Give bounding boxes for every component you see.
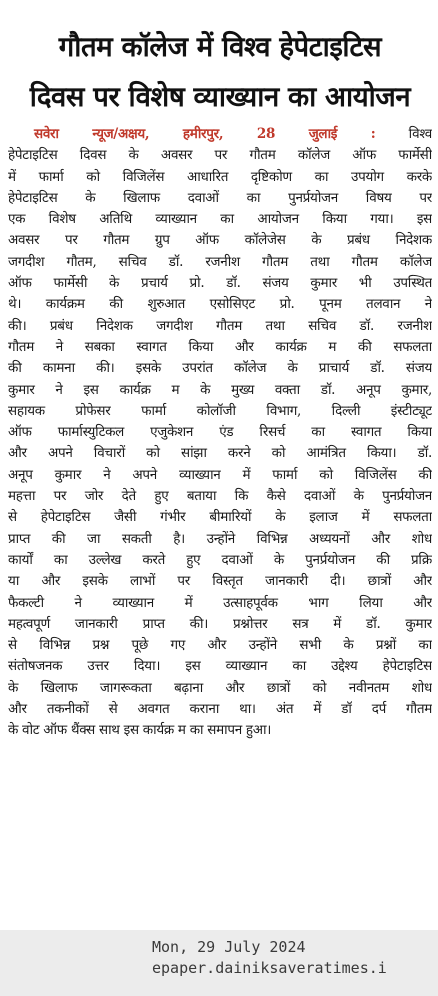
article-headline bbox=[8, 0, 432, 122]
article-line: थे। कार्यक्रम की शुरुआत एसोसिएट प्रो. पूनम तलवान ने bbox=[8, 296, 432, 313]
article-line bbox=[8, 124, 432, 145]
article-line: अनूप कुमार ने अपने व्याख्यान में फार्मा को विजिलेंस की bbox=[8, 466, 432, 483]
epaper-footer bbox=[152, 937, 387, 979]
article-dateline: सवेरा न्यूज/अक्षय, हमीरपुर, 28 जुलाई : bbox=[34, 126, 376, 142]
article-line-text: विश्व bbox=[408, 126, 432, 142]
article-line: संतोषजनक उत्तर दिया। इस व्याख्यान का उद्देश्य हेपेटाइटिस bbox=[8, 658, 432, 675]
article-line: और तकनीकों से अवगत कराना था। अंत में डॉ दर्प गौतम bbox=[8, 701, 432, 718]
article-line: महत्वपूर्ण जानकारी प्राप्त की। प्रश्नोत्तर सत्र में डॉ. कुमार bbox=[8, 615, 432, 632]
headline-line-1: गौतम कॉलेज में विश्व हेपेटाइटिस bbox=[58, 31, 382, 63]
article-line: गौतम ने सबका स्वागत किया और कार्यक्र म की सफलता bbox=[8, 338, 432, 355]
article-line: अवसर पर गौतम ग्रुप ऑफ कॉलेजेस के प्रबंध निदेशक bbox=[8, 232, 432, 249]
article-line: हेपेटाइटिस दिवस के अवसर पर गौतम कॉलेज ऑफ फार्मेसी bbox=[8, 147, 432, 164]
article-line: ऑफ फार्मास्युटिकल एजुकेशन एंड रिसर्च का स्वागत किया bbox=[8, 424, 432, 441]
article-line: के खिलाफ जागरूकता बढ़ाना और छात्रों को नवीनतम शोध bbox=[8, 679, 432, 696]
article-line: हेपेटाइटिस के खिलाफ दवाओं का पुनर्प्रयोजन विषय पर bbox=[8, 189, 432, 206]
article-line: जगदीश गौतम, सचिव डॉ. रजनीश गौतम तथा गौतम कॉलेज bbox=[8, 253, 432, 270]
article-line: ऑफ फार्मेसी के प्रचार्य प्रो. डॉ. संजय कुमार भी उपस्थित bbox=[8, 275, 432, 292]
article-line: या और इसके लाभों पर विस्तृत जानकारी दी। छात्रों और bbox=[8, 573, 432, 590]
article-line: की कामना की। इसके उपरांत कॉलेज के प्राचार्य डॉ. संजय bbox=[8, 360, 432, 377]
article-line: की। प्रबंध निदेशक जगदीश गौतम तथा सचिव डॉ. रजनीश bbox=[8, 317, 432, 334]
article-line: से हेपेटाइटिस जैसी गंभीर बीमारियों के इलाज में सफलता bbox=[8, 509, 432, 526]
publication-date: Mon, 29 July 2024 bbox=[152, 938, 306, 956]
article-line: प्राप्त की जा सकती है। उन्होंने विभिन्न अध्ययनों और शोध bbox=[8, 530, 432, 547]
article-line: सहायक प्रोफेसर फार्मा कोलॉजी विभाग, दिल्ली इंस्टीट्यूट bbox=[8, 402, 432, 419]
article-line: कार्यों का उल्लेख करते हुए दवाओं के पुनर्प्रयोजन की प्रक्रि bbox=[8, 551, 432, 568]
article-line: और अपने विचारों को सांझा करने को आमंत्रित किया। डॉ. bbox=[8, 445, 432, 462]
headline-line-2: दिवस पर विशेष व्याख्यान का आयोजन bbox=[29, 81, 411, 113]
article-line: महत्ता पर जोर देते हुए बताया कि कैसे दवाओं के पुनर्प्रयोजन bbox=[8, 488, 432, 505]
article-body bbox=[8, 124, 432, 742]
article-line: के वोट ऑफ थैंक्स साथ इस कार्यक्र म का समापन हुआ। bbox=[8, 722, 272, 739]
article-line: से विभिन्न प्रश्न पूछे गए और उन्होंने सभी के प्रश्नों का bbox=[8, 637, 432, 654]
epaper-source: epaper.dainiksaveratimes.i bbox=[152, 959, 387, 977]
article-line: फैकल्टी ने व्याख्यान में उत्साहपूर्वक भाग लिया और bbox=[8, 594, 432, 611]
article-line: कुमार ने इस कार्यक्र म के मुख्य वक्ता डॉ. अनूप कुमार, bbox=[8, 381, 432, 398]
article-line: में फार्मा को विजिलेंस आधारित दृष्टिकोण का उपयोग करके bbox=[8, 168, 432, 185]
article-line: एक विशेष अतिथि व्याख्यान का आयोजन किया गया। इस bbox=[8, 211, 432, 228]
